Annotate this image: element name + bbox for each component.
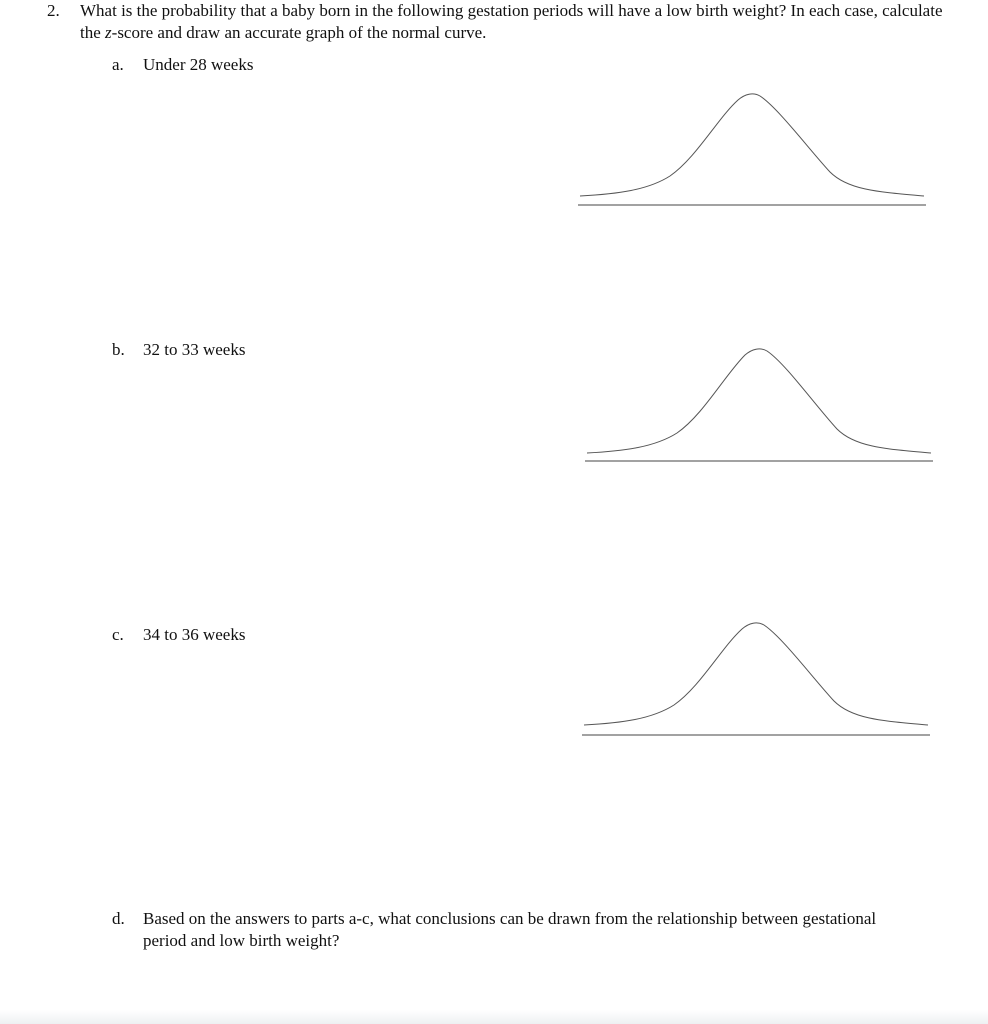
part-c-text: 34 to 36 weeks — [143, 625, 246, 644]
normal-curve-b-line — [587, 349, 931, 453]
normal-curve-c — [582, 619, 930, 739]
question-text-before: What is the probability that a baby born in the following gestation periods will have a low birth weight? In each case, calculate the — [80, 1, 943, 42]
normal-curve-a — [578, 90, 926, 210]
question-number: 2. — [47, 1, 60, 20]
normal-curve-a-line — [580, 94, 924, 196]
part-b-text: 32 to 33 weeks — [143, 340, 246, 359]
question-text — [80, 0, 960, 44]
part-a-text: Under 28 weeks — [143, 55, 254, 74]
part-d-text: Based on the answers to parts a-c, what conclusions can be drawn from the relationship between gestational period and low birth weight? — [143, 909, 877, 950]
page-bottom-edge — [0, 1010, 988, 1024]
part-a-letter: a. — [112, 55, 124, 74]
normal-curve-b — [585, 345, 933, 465]
z-variable: z — [105, 23, 112, 42]
part-b-letter: b. — [112, 340, 125, 359]
part-c-letter: c. — [112, 625, 124, 644]
part-d-letter: d. — [112, 909, 125, 928]
normal-curve-c-line — [584, 623, 928, 725]
question-text-after: -score and draw an accurate graph of the normal curve. — [111, 23, 487, 42]
